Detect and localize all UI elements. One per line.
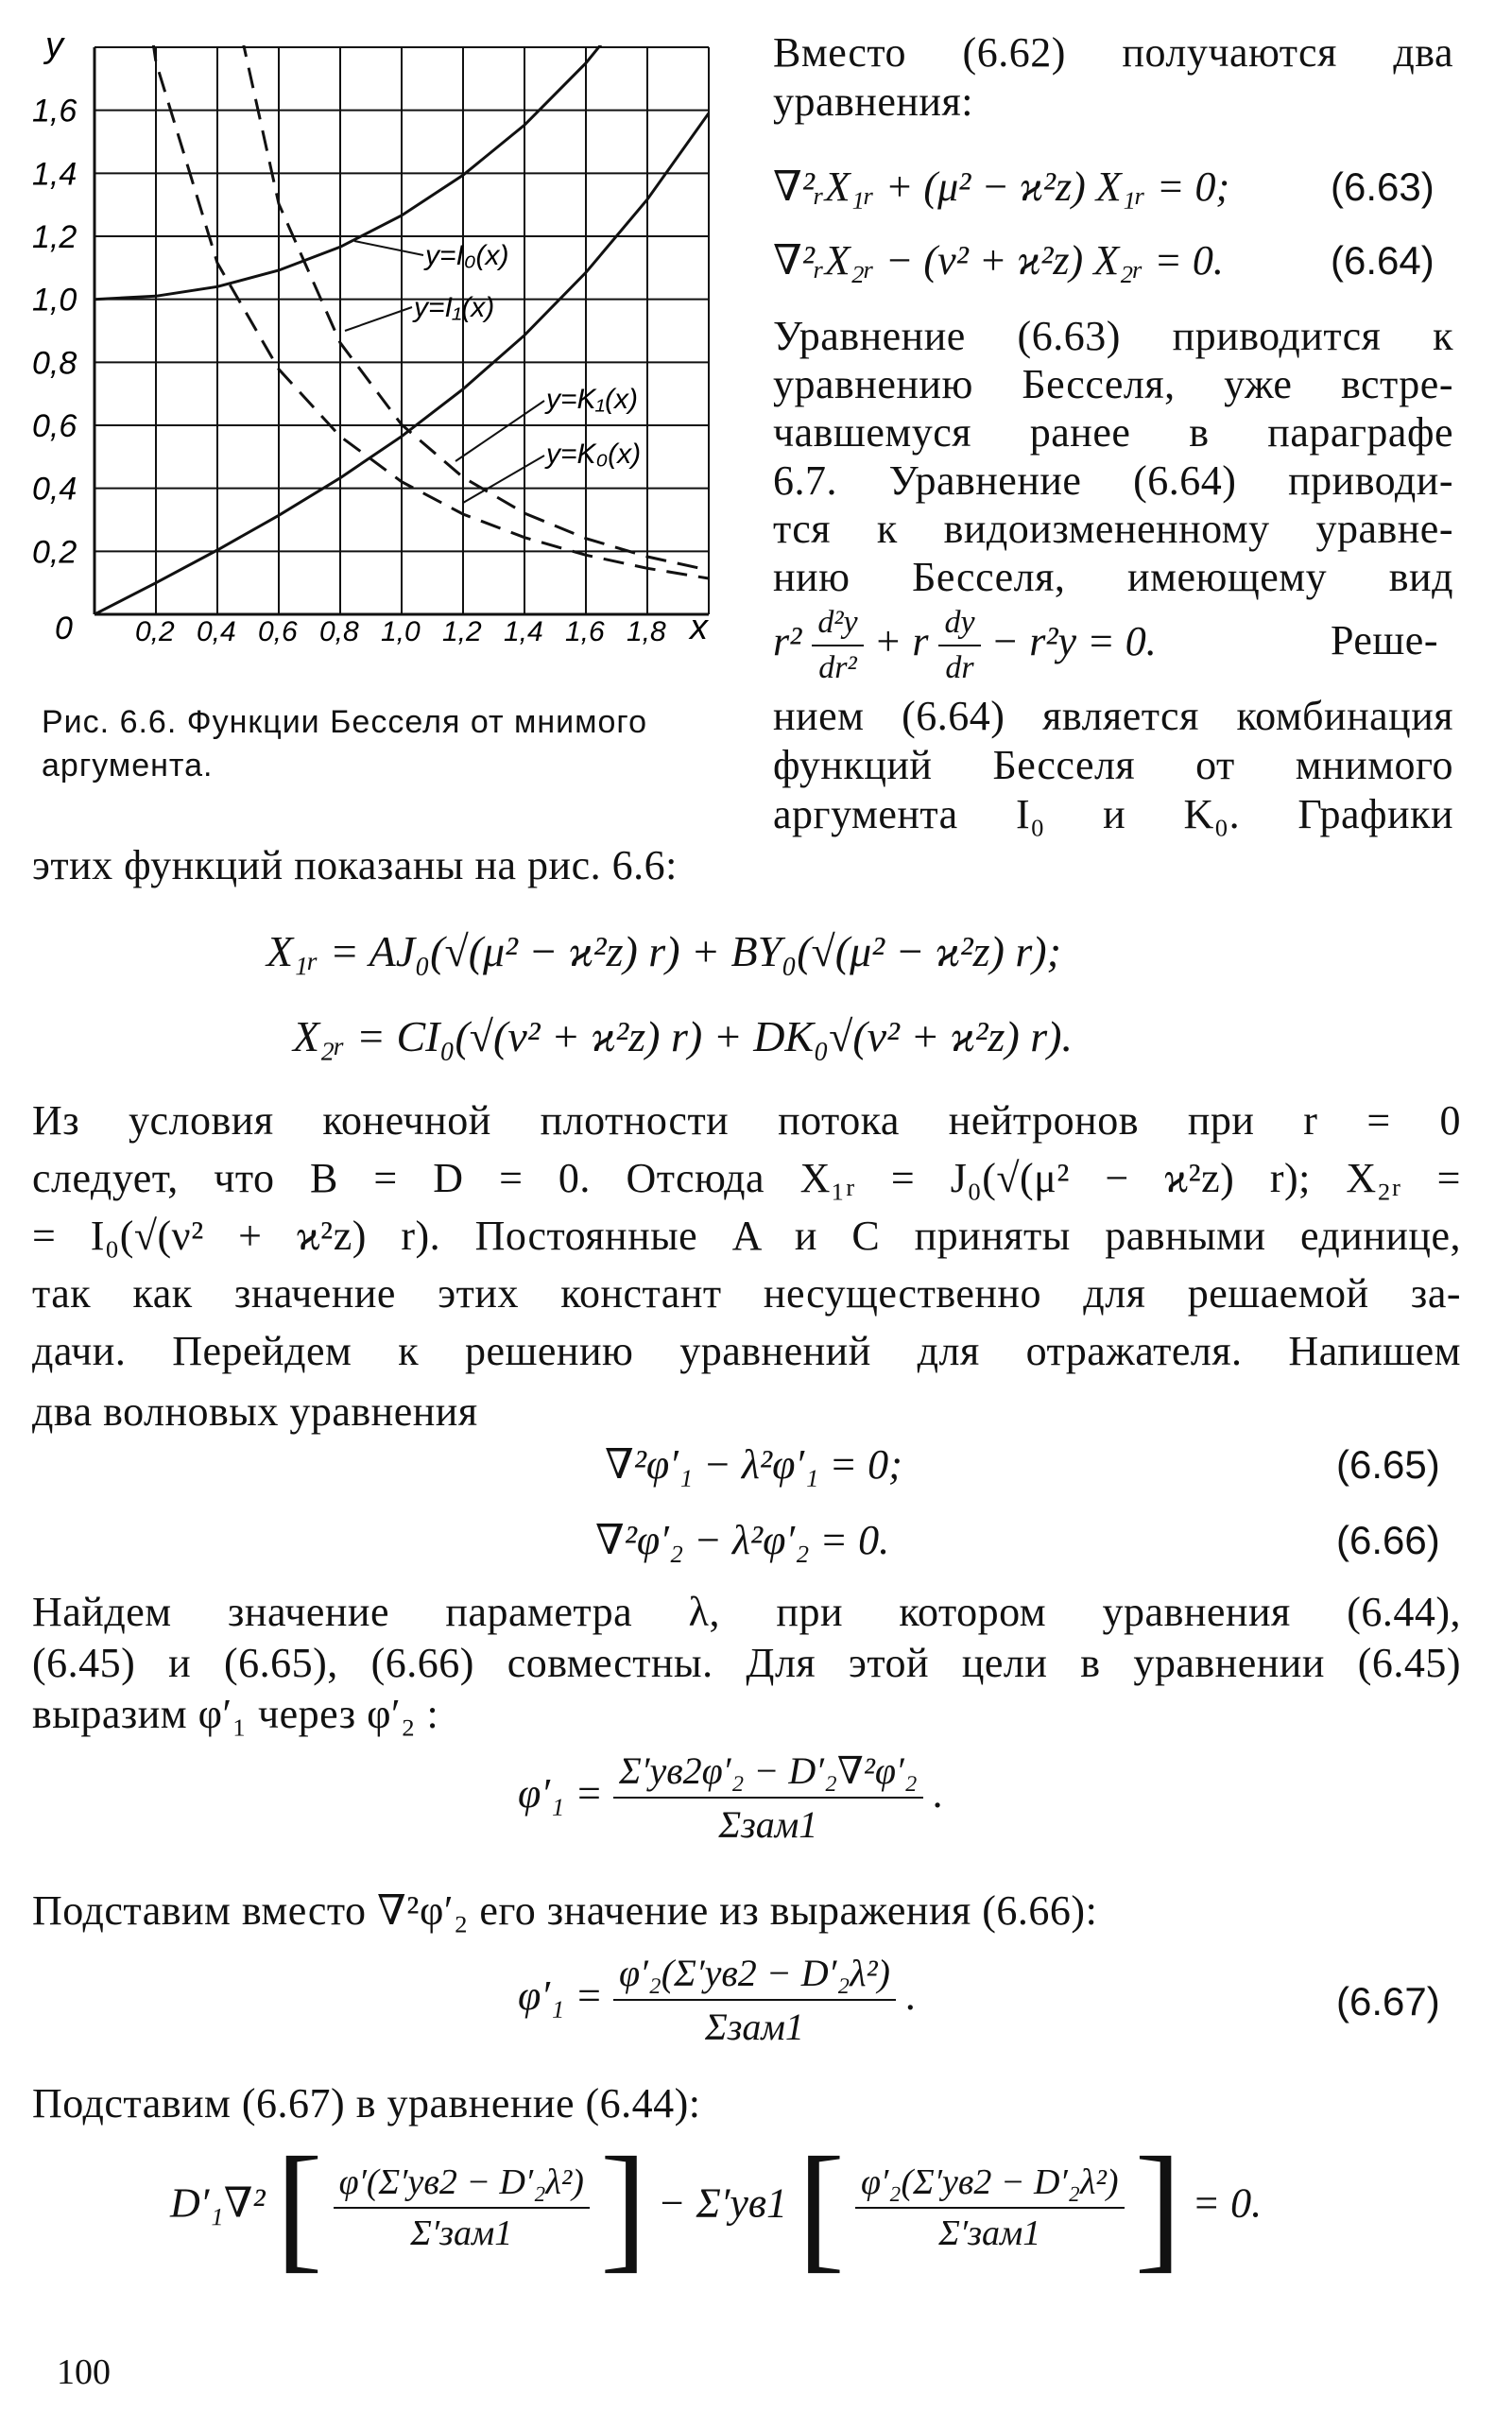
phi1-end: .	[933, 1770, 944, 1817]
fraction-den: Σ′зам1	[938, 2213, 1041, 2253]
paragraph-4-last: два волновых уравнения	[32, 1388, 478, 1435]
fraction-num: φ′₂(Σ′ув2 − D′₂λ²)	[613, 1951, 896, 2001]
y-axis-label: y	[45, 26, 63, 65]
left-bracket-1: [	[275, 2128, 323, 2285]
equation-6-66-number: (6.66)	[1336, 1518, 1440, 1562]
origin-label: 0	[55, 611, 73, 646]
bessel-tail: − r²y = 0.	[990, 618, 1157, 665]
p3-line: нием (6.64) является комбинация	[773, 693, 1453, 739]
fraction-den: Σзам1	[704, 2006, 804, 2048]
paragraph-7: Подставим (6.67) в уравнение (6.44):	[32, 2080, 701, 2127]
paragraph-3	[773, 692, 1453, 839]
equation-6-67	[518, 1951, 917, 2049]
equation-6-63: ∇²ᵣX₁ᵣ + (μ² − ϰ²z) X₁ᵣ = 0;	[773, 164, 1230, 210]
modified-bessel-equation	[773, 605, 1157, 686]
equation-6-64-number: (6.64)	[1331, 238, 1435, 283]
p2-line: 6.7. Уравнение (6.64) приводи-	[773, 457, 1453, 504]
equation-6-63-number: (6.63)	[1331, 164, 1435, 209]
curve-label-K0: y=K₀(x)	[546, 439, 642, 470]
paragraph-3-last: этих функций показаны на рис. 6.6:	[32, 842, 678, 888]
p4-line: Из условия конечной плотности потока нейтронов при r = 0	[32, 1097, 1461, 1144]
x-tick-label: 1,0	[381, 616, 421, 647]
series-line-3	[156, 0, 709, 570]
x-tick-label: 1,6	[565, 616, 605, 647]
curve-label-I1: y=I₁(x)	[414, 292, 495, 323]
curve-label-I0: y=I₀(x)	[425, 240, 509, 271]
bessel-r2: r²	[773, 618, 802, 665]
left-bracket-2: [	[797, 2128, 845, 2285]
paragraph-1: Вместо (6.62) получаются два уравнения:	[773, 29, 1453, 125]
bessel-functions-chart	[28, 19, 747, 699]
series-line-2	[126, 0, 710, 578]
fraction-num: φ′(Σ′ув2 − D′₂λ²)	[334, 2161, 590, 2209]
equation-x2r: X₂ᵣ = CI₀(√(ν² + ϰ²z) r) + DK₀√(ν² + ϰ²z) r).	[293, 1012, 1073, 1060]
p5-line: (6.45) и (6.65), (6.66) совместны. Для этой цели в уравнении (6.45)	[32, 1640, 1461, 1686]
fraction-den: Σ′зам1	[410, 2213, 513, 2253]
e667-lhs: φ′₁ =	[518, 1972, 603, 2020]
paragraph-2	[773, 312, 1453, 601]
paragraph-5-last: выразим φ′₁ через φ′₂ :	[32, 1691, 439, 1737]
p2-line: Уравнение (6.63) приводится к	[773, 313, 1453, 359]
p4-line: дачи. Перейдем к решению уравнений для отражателя. Напишем	[32, 1328, 1461, 1374]
p5-line: Найдем значение параметра λ, при котором уравнения (6.44),	[32, 1589, 1461, 1635]
fraction-num: φ′₂(Σ′ув2 − D′₂λ²)	[855, 2161, 1125, 2209]
e667-fraction	[613, 1951, 896, 2049]
equation-6-67-number: (6.67)	[1336, 1979, 1440, 2024]
fraction-den: dr	[945, 650, 974, 685]
fraction-den: Σзам1	[718, 1803, 818, 1846]
p4-line: = I₀(√(ν² + ϰ²z) r). Постоянные A и C приняты равными единице,	[32, 1213, 1461, 1259]
curve-label-K1: y=K₁(x)	[546, 384, 638, 415]
final-equation	[170, 2128, 1263, 2285]
chart-grid	[94, 47, 709, 614]
fraction-num: Σ′ув2φ′₂ − D′₂∇²φ′₂	[613, 1748, 923, 1799]
fraction-den: dr²	[818, 650, 857, 685]
fraction-dy-dr	[938, 605, 980, 686]
curve-label-K0-leader	[463, 456, 544, 503]
equation-x1r: X₁ᵣ = AJ₀(√(μ² − ϰ²z) r) + BY₀(√(μ² − ϰ²z) r);	[266, 927, 1061, 975]
right-bracket-1: ]	[599, 2128, 647, 2285]
fraction-num: d²y	[812, 605, 863, 646]
final-lead: D′₁∇²	[170, 2179, 266, 2227]
equation-phi1	[518, 1748, 944, 1847]
p2-line: чавшемуся ранее в параграфе	[773, 409, 1453, 456]
p4-line: так как значение этих констант несущественно для решаемой за-	[32, 1270, 1461, 1317]
x-axis-label: x	[690, 608, 708, 647]
y-tick-label: 1,6	[32, 93, 77, 129]
equation-6-65-number: (6.65)	[1336, 1442, 1440, 1487]
p2-line: нию Бесселя, имеющему вид	[773, 554, 1453, 600]
x-tick-label: 1,4	[504, 616, 543, 647]
p2-line: уравнению Бесселя, уже встре-	[773, 361, 1453, 407]
paragraph-2-end: Реше-	[1331, 617, 1438, 663]
x-tick-label: 1,2	[442, 616, 482, 647]
page-number: 100	[57, 2352, 111, 2392]
chart-ticks	[32, 94, 666, 647]
y-tick-label: 0,6	[32, 408, 77, 444]
equation-6-64: ∇²ᵣX₂ᵣ − (ν² + ϰ²z) X₂ᵣ = 0.	[773, 237, 1224, 284]
y-tick-label: 1,4	[32, 156, 77, 193]
phi1-lhs: φ′₁ =	[518, 1770, 603, 1817]
fraction-d2y-dr2	[812, 605, 863, 686]
x-tick-label: 1,8	[627, 616, 666, 647]
fraction-num: dy	[938, 605, 980, 646]
paragraph-6: Подставим вместо ∇²φ′₂ его значение из выражения (6.66):	[32, 1887, 1098, 1934]
phi1-fraction	[613, 1748, 923, 1847]
bessel-plus-r: + r	[873, 618, 929, 665]
y-tick-label: 0,4	[32, 471, 77, 508]
paragraph-5	[32, 1588, 1461, 1690]
figure-caption: Рис. 6.6. Функции Бесселя от мнимого аргумента.	[42, 704, 647, 784]
equation-6-66: ∇²φ′₂ − λ²φ′₂ = 0.	[595, 1517, 890, 1563]
final-end: = 0.	[1192, 2179, 1263, 2227]
equation-6-65: ∇²φ′₁ − λ²φ′₁ = 0;	[605, 1441, 902, 1488]
p4-line: следует, что B = D = 0. Отсюда X₁ᵣ = J₀(√(μ² − ϰ²z) r); X₂ᵣ =	[32, 1155, 1461, 1201]
x-tick-label: 0,6	[258, 616, 298, 647]
right-bracket-2: ]	[1134, 2128, 1182, 2285]
final-fraction-1	[334, 2161, 590, 2254]
curve-label-K1-leader	[455, 401, 544, 461]
x-tick-label: 0,4	[197, 616, 236, 647]
y-tick-label: 1,2	[32, 219, 77, 255]
final-mid: − Σ′ув1	[657, 2179, 787, 2227]
e667-end: .	[905, 1972, 917, 2020]
p3-line: аргумента I₀ и K₀. Графики	[773, 791, 1453, 837]
p3-line: функций Бесселя от мнимого	[773, 742, 1453, 788]
x-tick-label: 0,2	[135, 616, 175, 647]
p2-line: тся к видоизмененному уравне-	[773, 506, 1453, 552]
paragraph-4	[32, 1096, 1461, 1385]
y-tick-label: 0,2	[32, 534, 77, 571]
y-tick-label: 1,0	[32, 282, 77, 319]
x-tick-label: 0,8	[319, 616, 359, 647]
y-tick-label: 0,8	[32, 345, 77, 382]
final-fraction-2	[855, 2161, 1125, 2254]
curve-label-I0-leader	[354, 241, 423, 255]
